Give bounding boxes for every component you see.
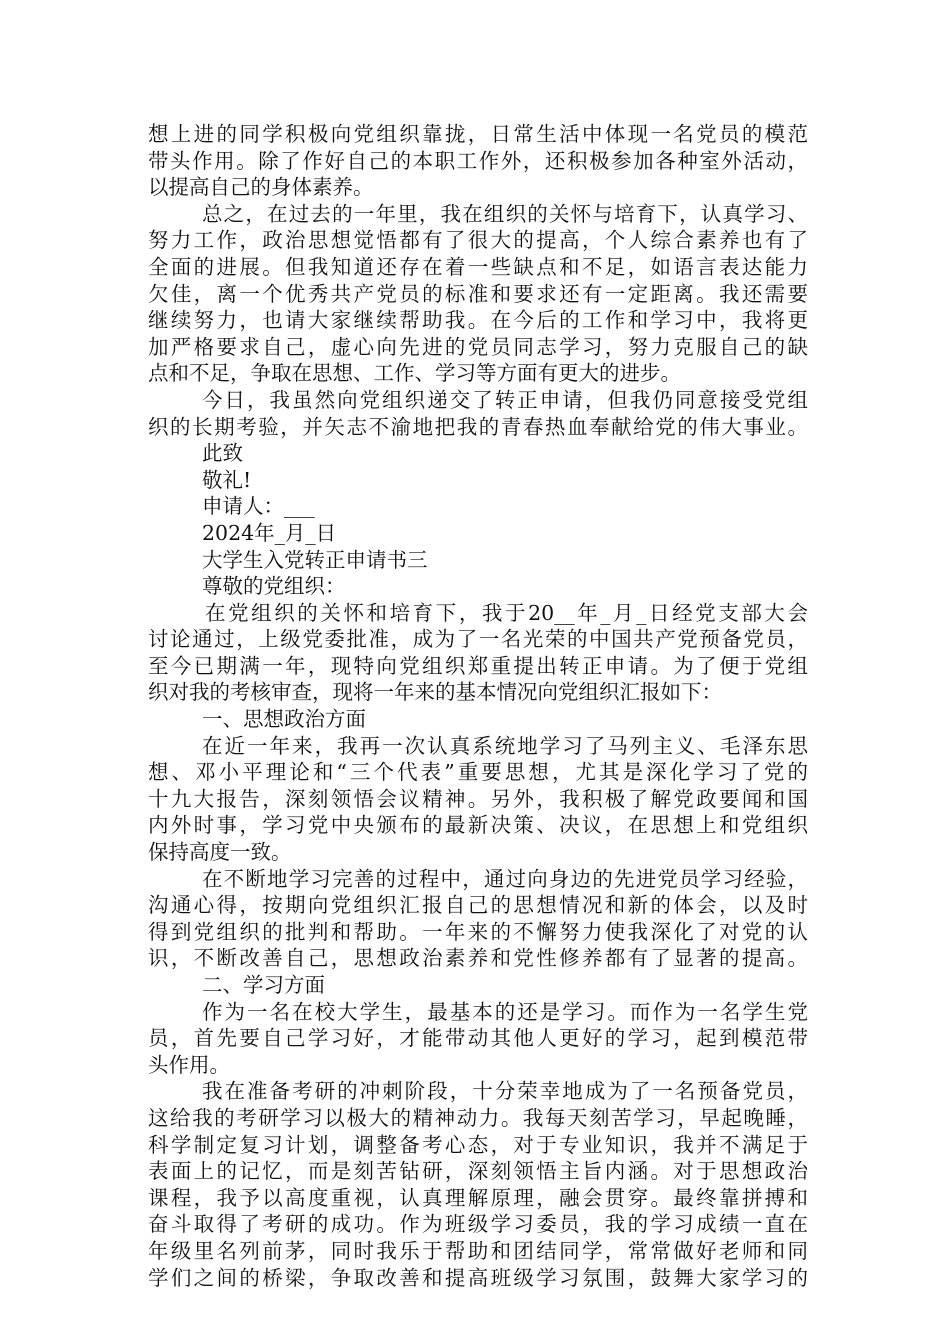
document-body	[148, 121, 808, 1291]
text-line: 至今已期满一年，现特向党组织郑重提出转正申请。为了便于党组	[148, 653, 808, 678]
text-line: 学们之间的桥梁，争取改善和提高班级学习氛围，鼓舞大家学习的	[148, 1265, 808, 1290]
text-line: 加严格要求自己，虚心向先进的党员同志学习，努力克服自己的缺	[148, 334, 808, 359]
text-line: 想上进的同学积极向党组织靠拢，日常生活中体现一名党员的模范	[148, 122, 808, 146]
text-line: 内外时事，学习党中央颁布的最新决策、决议，在思想上和党组织	[148, 813, 808, 838]
text-line: 此致	[202, 441, 243, 466]
text-line: 头作用。	[148, 1052, 230, 1077]
text-line: 继续努力，也请大家继续帮助我。在今后的工作和学习中，我将更	[148, 308, 808, 333]
text-line: 得到党组织的批判和帮助。一年来的不懈努力使我深化了对党的认	[148, 919, 808, 944]
text-line: 年级里名列前茅，同时我乐于帮助和团结同学，常常做好老师和同	[148, 1238, 808, 1263]
text-line: 尊敬的党组织：	[202, 574, 346, 599]
text-line: 今日，我虽然向党组织递交了转正申请，但我仍同意接受党组	[202, 387, 808, 412]
text-line: 努力工作，政治思想觉悟都有了很大的提高，个人综合素养也有了	[148, 228, 808, 253]
text-line: 以提高自己的身体素养。	[148, 175, 374, 200]
text-line: 员，首先要自己学习好，才能带动其他人更好的学习，起到模范带	[148, 1026, 808, 1051]
text-line: 在党组织的关怀和培育下，我于20__年_月_日经党支部大会	[205, 600, 808, 625]
text-line: 一、思想政治方面	[202, 707, 366, 732]
text-line: 大学生入党转正申请书三	[202, 547, 428, 572]
text-line: 织的长期考验，并矢志不渝地把我的青春热血奉献给党的伟大事业。	[148, 414, 808, 439]
text-line: 作为一名在校大学生，最基本的还是学习。而作为一名学生党	[202, 999, 808, 1024]
text-line: 申请人：___	[202, 494, 315, 519]
text-line: 奋斗取得了考研的成功。作为班级学习委员，我的学习成绩一直在	[148, 1212, 808, 1237]
text-line: 沟通心得，按期向党组织汇报自己的思想情况和新的体会，以及时	[148, 893, 808, 918]
text-line: 课程，我予以高度重视，认真理解原理，融会贯穿。最终靠拼搏和	[148, 1185, 808, 1210]
text-line: 在不断地学习完善的过程中，通过向身边的先进党员学习经验，	[202, 866, 808, 891]
text-line: 讨论通过，上级党委批准，成为了一名光荣的中国共产党预备党员，	[148, 627, 808, 652]
text-line: 点和不足，争取在思想、工作、学习等方面有更大的进步。	[148, 361, 681, 386]
text-line: 全面的进展。但我知道还存在着一些缺点和不足，如语言表达能力	[148, 254, 808, 279]
text-line: 表面上的记忆，而是刻苦钻研，深刻领悟主旨内涵。对于思想政治	[148, 1159, 808, 1184]
text-line: 识，不断改善自己，思想政治素养和党性修养都有了显著的提高。	[148, 946, 808, 971]
text-line: 十九大报告，深刻领悟会议精神。另外，我积极了解党政要闻和国	[148, 786, 808, 811]
text-line: 敬礼!	[202, 467, 252, 492]
text-line: 总之，在过去的一年里，我在组织的关怀与培育下，认真学习、	[202, 201, 808, 226]
text-line: 我在准备考研的冲刺阶段，十分荣幸地成为了一名预备党员，	[202, 1079, 808, 1104]
text-line: 欠佳，离一个优秀共产党员的标准和要求还有一定距离。我还需要	[148, 281, 808, 306]
text-line: 这给我的考研学习以极大的精神动力。我每天刻苦学习，早起晚睡，	[148, 1105, 808, 1130]
text-line: 保持高度一致。	[148, 840, 292, 865]
text-line: 织对我的考核审查，现将一年来的基本情况向党组织汇报如下：	[148, 680, 722, 705]
text-line: 科学制定复习计划，调整备考心态，对于专业知识，我并不满足于	[148, 1132, 808, 1157]
text-line: 2024年_月_日	[202, 520, 337, 545]
text-line: 想、邓小平理论和“三个代表”重要思想，尤其是深化学习了党的	[148, 760, 808, 785]
text-line: 在近一年来，我再一次认真系统地学习了马列主义、毛泽东思	[202, 733, 808, 758]
text-line: 带头作用。除了作好自己的本职工作外，还积极参加各种室外活动，	[148, 148, 808, 173]
text-line: 二、学习方面	[202, 973, 325, 997]
